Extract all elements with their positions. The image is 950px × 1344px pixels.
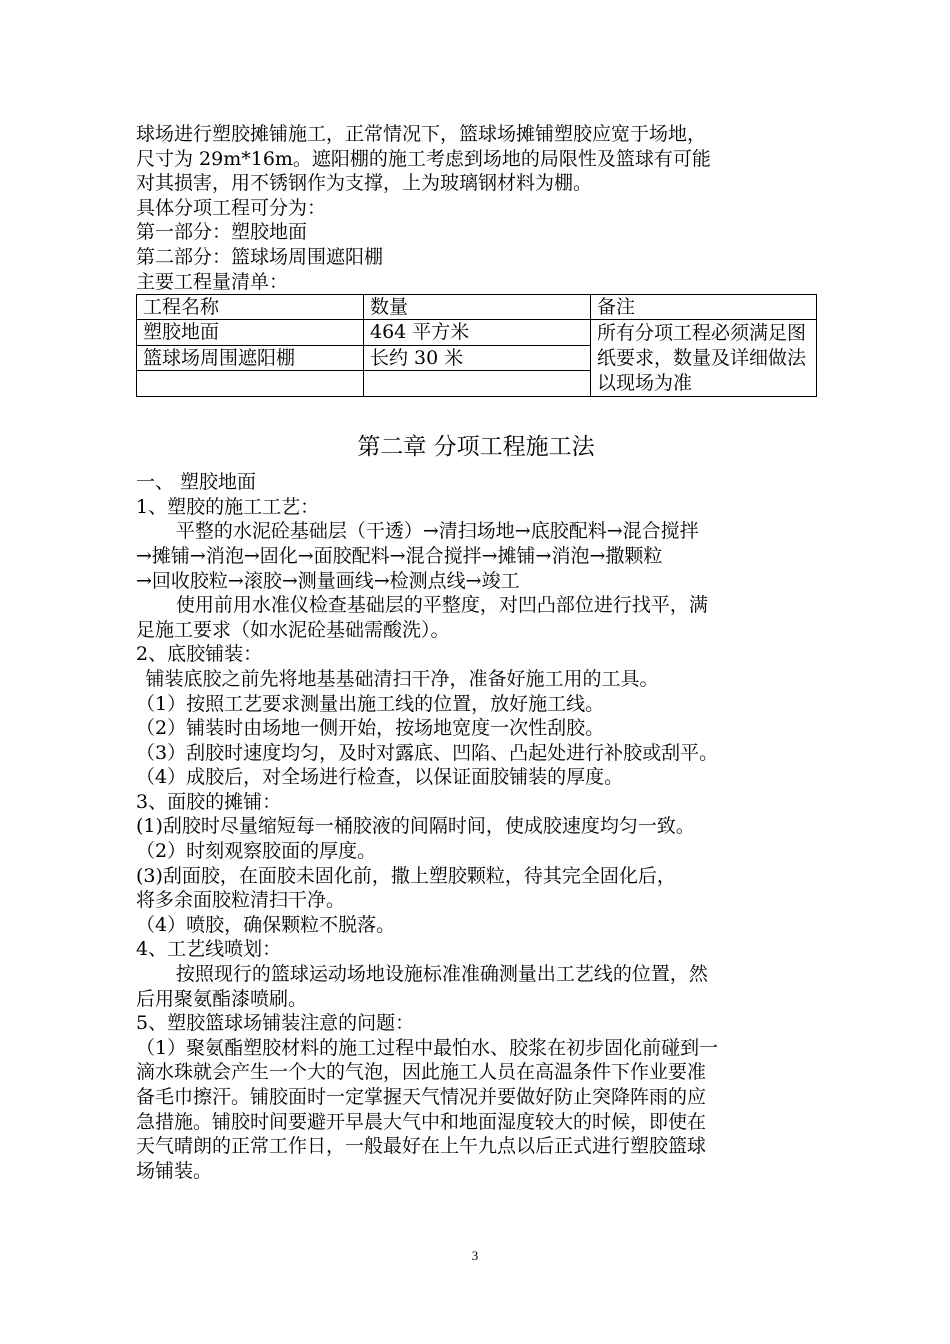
table-header-cell: 数量: [364, 295, 591, 320]
body-line: （1）聚氨酯塑胶材料的施工过程中最怕水、胶浆在初步固化前碰到一: [136, 1036, 719, 1059]
subsection-heading: 1、塑胶的施工工艺：: [136, 495, 320, 518]
body-line: 后用聚氨酯漆喷刷。: [136, 987, 308, 1010]
table-header-row: [137, 295, 817, 320]
table-row: [137, 320, 817, 346]
intro-line: 第一部分：塑胶地面: [136, 221, 308, 244]
body-line: 将多余面胶粒清扫干净。: [136, 889, 346, 912]
body-line: →摊铺→消泡→固化→面胶配料→混合搅拌→摊铺→消泡→撒颗粒: [136, 544, 663, 567]
body-line: 平整的水泥砼基础层（干透）→清扫场地→底胶配料→混合搅拌: [175, 520, 699, 543]
table-cell: [137, 371, 364, 397]
body-line: 场铺装。: [136, 1159, 213, 1182]
body-line: 天气晴朗的正常工作日，一般最好在上午九点以后正式进行塑胶篮球: [136, 1135, 707, 1158]
quantity-table: [136, 294, 817, 397]
intro-line: 球场进行塑胶摊铺施工，正常情况下，篮球场摊铺塑胶应宽于场地，: [136, 123, 707, 145]
list-item: （2）时刻观察胶面的厚度。: [136, 840, 377, 863]
body-line: 使用前用水准仪检查基础层的平整度，对凹凸部位进行找平，满: [175, 594, 708, 617]
body-line: 足施工要求（如水泥砼基础需酸洗）。: [136, 618, 450, 641]
section-heading: 一、 塑胶地面: [136, 471, 257, 494]
list-item: (3)刮面胶，在面胶未固化前，撒上塑胶颗粒，待其完全固化后，: [136, 864, 676, 887]
list-item: （4）喷胶，确保颗粒不脱落。: [136, 913, 396, 936]
list-item: （2）铺装时由场地一侧开始，按场地宽度一次性刮胶。: [136, 717, 605, 740]
table-header-cell: 工程名称: [137, 295, 364, 320]
body-line: 备毛巾擦汗。铺胶面时一定掌握天气情况并要做好防止突降阵雨的应: [136, 1086, 707, 1108]
intro-line: 第二部分：篮球场周围遮阳棚: [136, 245, 384, 268]
table-cell: [364, 371, 591, 397]
table-cell: 464 平方米: [364, 320, 591, 346]
table-cell: 塑胶地面: [137, 320, 364, 346]
body-line: 急措施。铺胶时间要避开早晨大气中和地面湿度较大的时候，即使在: [136, 1110, 707, 1133]
intro-line: 主要工程量清单：: [136, 270, 289, 293]
document-page: [136, 122, 816, 1183]
body-line: 滴水珠就会产生一个大的气泡，因此施工人员在高温条件下作业要准: [136, 1061, 707, 1084]
list-item: （3）刮胶时速度均匀，及时对露底、凹陷、凸起处进行补胶或刮平。: [136, 741, 719, 764]
table-header-cell: 备注: [591, 295, 817, 320]
list-item: （1）按照工艺要求测量出施工线的位置，放好施工线。: [136, 692, 605, 715]
intro-line: 具体分项工程可分为：: [136, 196, 327, 219]
subsection-heading: 2、底胶铺装：: [136, 643, 263, 666]
subsection-heading: 3、面胶的摊铺：: [136, 790, 282, 813]
list-item: (1)刮胶时尽量缩短每一桶胶液的间隔时间，使成胶速度均匀一致。: [136, 815, 695, 838]
subsection-heading: 5、塑胶篮球场铺装注意的问题：: [136, 1012, 415, 1035]
list-item: （4）成胶后，对全场进行检查，以保证面胶铺装的厚度。: [136, 766, 624, 789]
page-number: 3: [471, 1248, 479, 1263]
intro-line: 对其损害，用不锈钢作为支撑，上为玻璃钢材料为棚。: [136, 172, 593, 195]
body-line: 按照现行的篮球运动场地设施标准准确测量出工艺线的位置，然: [175, 963, 708, 986]
chapter-title: 第二章 分项工程施工法: [357, 434, 595, 461]
intro-line: 尺寸为 29m*16m。遮阳棚的施工考虑到场地的局限性及篮球有可能: [136, 147, 711, 170]
table-cell: 篮球场周围遮阳棚: [137, 345, 364, 371]
body-line: 铺装底胶之前先将地基基础清扫干净，准备好施工用的工具。: [145, 667, 659, 690]
subsection-heading: 4、工艺线喷划：: [136, 938, 282, 961]
table-note-cell: 所有分项工程必须满足图纸要求，数量及详细做法以现场为准: [591, 320, 817, 397]
body-line: →回收胶粒→滚胶→测量画线→检测点线→竣工: [136, 569, 520, 592]
table-cell: 长约 30 米: [364, 345, 591, 371]
